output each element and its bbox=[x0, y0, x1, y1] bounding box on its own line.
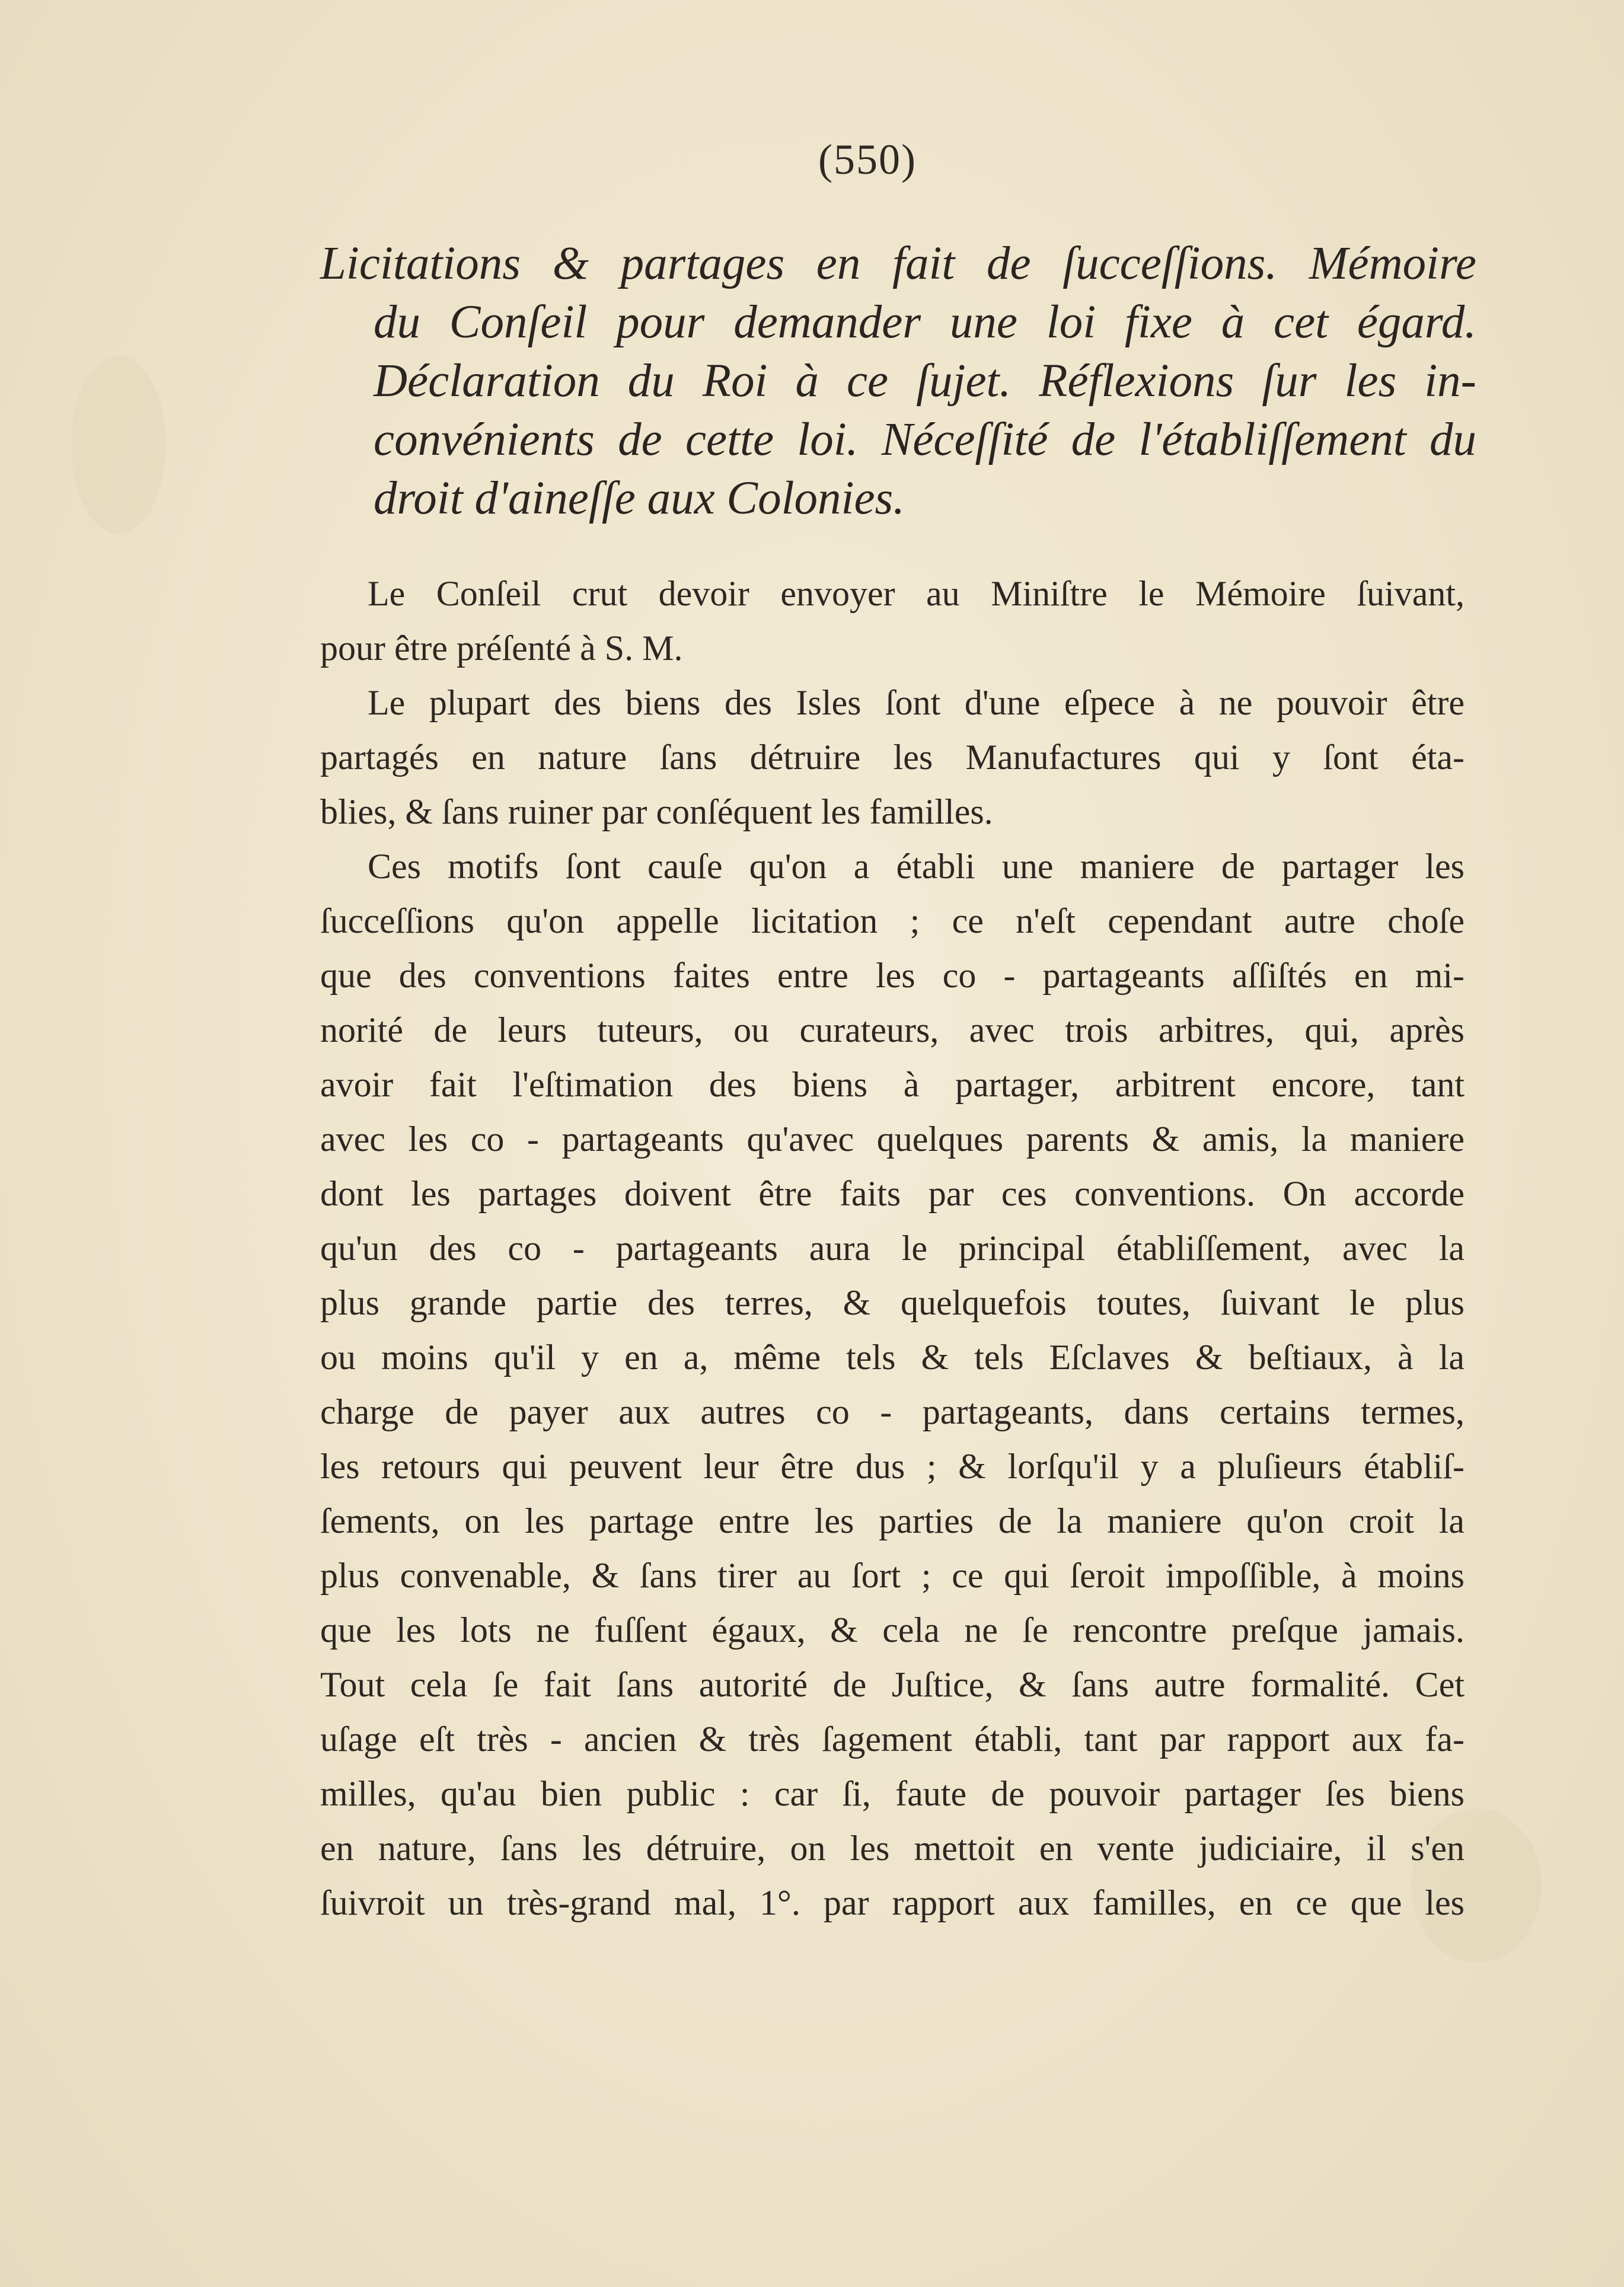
text-line: ou moins qu'il y en a, même tels & tels Eſclaves & beſtiaux, à la bbox=[320, 1338, 1465, 1377]
text-line: que des conventions faites entre les co - partageants aſſiſtés en mi- bbox=[320, 956, 1465, 995]
text-line: Le plupart des biens des Isles ſont d'une eſpece à ne pouvoir être bbox=[368, 683, 1465, 722]
summary-line: Déclaration du Roi à ce ſujet. Réflexions ſur les in- bbox=[374, 355, 1476, 407]
text-line: ſuivroit un très-grand mal, 1°. par rapport aux familles, en ce que les bbox=[320, 1883, 1465, 1922]
text-line: pour être préſenté à S. M. bbox=[320, 629, 683, 668]
text-line: ſucceſſions qu'on appelle licitation ; ce n'eſt cependant autre choſe bbox=[320, 901, 1465, 940]
text-line: plus convenable, & ſans tirer au ſort ; ce qui ſeroit impoſſible, à moins bbox=[320, 1556, 1465, 1595]
summary-line: droit d'aineſſe aux Colonies. bbox=[374, 473, 905, 524]
summary-line: du Conſeil pour demander une loi fixe à cet égard. bbox=[374, 296, 1476, 348]
chapter-summary bbox=[320, 234, 1476, 528]
text-line: partagés en nature ſans détruire les Manufactures qui y ſont éta- bbox=[320, 738, 1465, 777]
text-line: blies, & ſans ruiner par conſéquent les familles. bbox=[320, 792, 993, 831]
text-line: Ces motifs ſont cauſe qu'on a établi une maniere de partager les bbox=[368, 847, 1465, 886]
text-line: dont les partages doivent être faits par ces conventions. On accorde bbox=[320, 1174, 1465, 1213]
text-line: les retours qui peuvent leur être dus ; & lorſqu'il y a pluſieurs établiſ- bbox=[320, 1447, 1465, 1486]
text-line: plus grande partie des terres, & quelquefois toutes, ſuivant le plus bbox=[320, 1283, 1465, 1322]
body-text bbox=[320, 566, 1465, 1930]
text-line: avoir fait l'eſtimation des biens à partager, arbitrent encore, tant bbox=[320, 1065, 1465, 1104]
text-line: qu'un des co - partageants aura le principal établiſſement, avec la bbox=[320, 1229, 1465, 1268]
text-line: en nature, ſans les détruire, on les mettoit en vente judiciaire, il s'en bbox=[320, 1829, 1465, 1868]
text-line: ſements, on les partage entre les parties de la maniere qu'on croit la bbox=[320, 1501, 1465, 1540]
paper-stain bbox=[71, 356, 166, 534]
text-line: uſage eſt très - ancien & très ſagement établi, tant par rapport aux fa- bbox=[320, 1720, 1465, 1759]
text-line: charge de payer aux autres co - partageants, dans certains termes, bbox=[320, 1392, 1465, 1431]
text-line: avec les co - partageants qu'avec quelques parents & amis, la maniere bbox=[320, 1119, 1465, 1159]
text-line: milles, qu'au bien public : car ſi, faute de pouvoir partager ſes biens bbox=[320, 1774, 1465, 1813]
text-line: que les lots ne fuſſent égaux, & cela ne ſe rencontre preſque jamais. bbox=[320, 1610, 1465, 1650]
page-number: (550) bbox=[818, 136, 917, 183]
summary-line: convénients de cette loi. Néceſſité de l'établiſſement du bbox=[374, 414, 1476, 465]
summary-line: Licitations & partages en fait de ſucceſſions. Mémoire bbox=[320, 238, 1476, 289]
text-line: norité de leurs tuteurs, ou curateurs, avec trois arbitres, qui, après bbox=[320, 1010, 1465, 1050]
text-line: Tout cela ſe fait ſans autorité de Juſtice, & ſans autre formalité. Cet bbox=[320, 1665, 1465, 1704]
text-line: Le Conſeil crut devoir envoyer au Miniſtre le Mémoire ſuivant, bbox=[368, 574, 1465, 613]
